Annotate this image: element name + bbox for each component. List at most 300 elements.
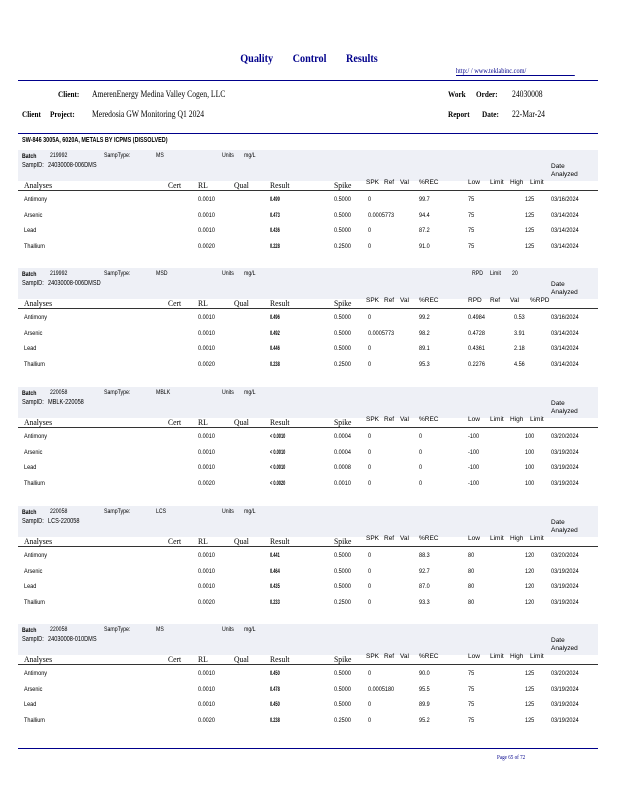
rl-cell: 0.0010 <box>198 211 215 219</box>
rec-cell: 87.0 <box>419 583 430 590</box>
column-header: Limit <box>530 653 544 660</box>
rpd-ref-val-cell: 0.2276 <box>468 360 485 368</box>
date-analyzed-cell: 03/19/2024 <box>551 464 579 471</box>
high-limit-cell: 120 <box>525 583 535 590</box>
high-limit-cell: 125 <box>525 242 535 250</box>
units-label: Units <box>222 389 234 396</box>
rpd-percent-cell: 3.91 <box>514 329 525 337</box>
spike-cell: 0.2500 <box>334 360 351 368</box>
column-header: Result <box>270 536 290 546</box>
column-header: Result <box>270 180 290 190</box>
column-header-rule <box>18 546 598 547</box>
rl-cell: 0.0010 <box>198 345 215 352</box>
rec-cell: 95.3 <box>419 360 430 368</box>
spk-ref-val-cell: 0 <box>368 360 372 368</box>
rec-cell: 0 <box>419 448 423 456</box>
column-header: %REC <box>419 535 439 542</box>
sampid-label: SampID: <box>22 399 44 406</box>
spike-cell: 0.5000 <box>334 552 351 559</box>
date-analyzed-cell: 03/19/2024 <box>551 479 579 487</box>
rl-cell: 0.0010 <box>198 464 215 471</box>
result-cell: 0.492 <box>270 329 280 337</box>
date-analyzed-cell: 03/20/2024 <box>551 433 579 440</box>
column-header: SPK <box>366 535 380 542</box>
low-limit-cell: -100 <box>468 464 480 471</box>
column-header: High <box>510 653 524 660</box>
spk-ref-val-cell: 0 <box>368 464 372 471</box>
result-cell: 0.228 <box>270 242 280 250</box>
column-header-rule <box>18 308 598 309</box>
high-limit-cell: 120 <box>525 598 535 606</box>
analyte-cell: Arsenic <box>24 329 43 337</box>
spike-cell: 0.5000 <box>334 211 351 219</box>
column-header: SPK <box>366 653 380 660</box>
rec-cell: 98.2 <box>419 329 430 337</box>
date-analyzed-header-2: Analyzed <box>551 527 578 534</box>
column-header: Spike <box>334 298 352 308</box>
spike-cell: 0.5000 <box>334 701 351 708</box>
column-header: Analyses <box>24 536 53 546</box>
rec-cell: 90.0 <box>419 670 430 677</box>
high-limit-cell: 100 <box>525 464 535 471</box>
method-title: SW-846 3005A, 6020A, METALS BY ICPMS (DISSOLVED) <box>22 137 168 144</box>
result-cell: 0.478 <box>270 685 280 693</box>
column-header: Analyses <box>24 180 53 190</box>
rec-cell: 87.2 <box>419 227 430 234</box>
samptype-value: MS <box>156 152 164 159</box>
units-label: Units <box>222 270 234 277</box>
samptype-label: SampType: <box>104 626 131 633</box>
spk-ref-val-cell: 0 <box>368 567 372 575</box>
column-header: Qual <box>234 298 249 308</box>
batch-number: 220058 <box>50 626 68 633</box>
client-label: Client: <box>58 89 80 99</box>
samptype-label: SampType: <box>104 508 131 515</box>
rl-cell: 0.0010 <box>198 314 215 321</box>
batch-number: 220058 <box>50 389 68 396</box>
spike-cell: 0.5000 <box>334 227 351 234</box>
rpd-percent-cell: 2.18 <box>514 345 525 352</box>
column-header: Val <box>510 297 519 304</box>
date-analyzed-header-1: Date <box>551 400 565 407</box>
date-analyzed-cell: 03/19/2024 <box>551 567 579 575</box>
column-header-rule <box>18 190 598 191</box>
result-cell: 0.435 <box>270 583 280 590</box>
samptype-label: SampType: <box>104 389 131 396</box>
sampid-label: SampID: <box>22 636 44 643</box>
column-header: Val <box>400 416 409 423</box>
high-limit-cell: 125 <box>525 670 535 677</box>
project-value: Meredosia GW Monitoring Q1 2024 <box>92 109 205 119</box>
client-project-label-1: Client <box>22 109 41 119</box>
column-header: RL <box>198 654 208 664</box>
low-limit-cell: 75 <box>468 196 475 203</box>
spk-ref-val-cell: 0 <box>368 433 372 440</box>
column-header: Ref <box>490 297 501 304</box>
column-header: High <box>510 179 524 186</box>
spike-cell: 0.5000 <box>334 329 351 337</box>
batch-number: 220058 <box>50 508 68 515</box>
report-label: Report <box>448 109 470 119</box>
column-header: SPK <box>366 416 380 423</box>
footer-rule <box>18 748 598 749</box>
column-header: Val <box>400 535 409 542</box>
units-value: mg/L <box>244 508 256 515</box>
spk-ref-val-cell: 0.0005180 <box>368 685 395 693</box>
analyte-cell: Lead <box>24 464 37 471</box>
units-value: mg/L <box>244 389 256 396</box>
column-header: Low <box>468 535 480 542</box>
column-header: Qual <box>234 654 249 664</box>
column-header: %REC <box>419 179 439 186</box>
rpd-ref-val-cell: 0.4728 <box>468 329 485 337</box>
rec-cell: 95.2 <box>419 716 430 724</box>
rec-cell: 0 <box>419 464 423 471</box>
low-limit-cell: 75 <box>468 211 475 219</box>
analyte-cell: Lead <box>24 345 37 352</box>
spk-ref-val-cell: 0 <box>368 716 372 724</box>
column-header: Limit <box>530 535 544 542</box>
sampid-value: LCS-220058 <box>48 518 80 525</box>
date-analyzed-cell: 03/14/2024 <box>551 345 579 352</box>
rl-cell: 0.0010 <box>198 433 215 440</box>
column-header: Val <box>400 179 409 186</box>
limit-label: Limit <box>490 270 501 277</box>
rpd-ref-val-cell: 0.4361 <box>468 345 485 352</box>
rec-cell: 88.3 <box>419 552 430 559</box>
date-analyzed-cell: 03/14/2024 <box>551 360 579 368</box>
column-header: Low <box>468 179 480 186</box>
column-header: Result <box>270 298 290 308</box>
column-header: Ref <box>384 179 395 186</box>
batch-label: Batch <box>22 271 37 278</box>
spike-cell: 0.5000 <box>334 567 351 575</box>
high-limit-cell: 100 <box>525 433 535 440</box>
date-analyzed-cell: 03/20/2024 <box>551 552 579 559</box>
result-cell: 0.450 <box>270 701 280 708</box>
method-rule <box>18 133 598 134</box>
column-header: Spike <box>334 654 352 664</box>
spike-cell: 0.5000 <box>334 670 351 677</box>
column-header: High <box>510 535 524 542</box>
analyte-cell: Lead <box>24 701 37 708</box>
date-analyzed-header-1: Date <box>551 519 565 526</box>
date-analyzed-header-2: Analyzed <box>551 289 578 296</box>
column-header: %REC <box>419 416 439 423</box>
column-header: Low <box>468 653 480 660</box>
column-header: Limit <box>490 535 504 542</box>
report-date-value: 22-Mar-24 <box>512 109 545 119</box>
spk-ref-val-cell: 0 <box>368 242 372 250</box>
date-analyzed-header-1: Date <box>551 637 565 644</box>
result-cell: 0.446 <box>270 345 280 352</box>
spk-ref-val-cell: 0 <box>368 227 372 234</box>
date-analyzed-cell: 03/14/2024 <box>551 211 579 219</box>
column-header: RPD <box>468 297 482 304</box>
column-header: Qual <box>234 417 249 427</box>
rl-cell: 0.0010 <box>198 227 215 234</box>
spk-ref-val-cell: 0 <box>368 479 372 487</box>
rec-cell: 89.1 <box>419 345 430 352</box>
analyte-cell: Thallium <box>24 479 45 487</box>
header-rule-top <box>18 80 598 81</box>
spike-cell: 0.2500 <box>334 716 351 724</box>
date-analyzed-header-2: Analyzed <box>551 171 578 178</box>
high-limit-cell: 125 <box>525 701 535 708</box>
spike-cell: 0.0004 <box>334 433 351 440</box>
rec-cell: 99.2 <box>419 314 430 321</box>
spk-ref-val-cell: 0.0005773 <box>368 211 395 219</box>
column-header: Ref <box>384 297 395 304</box>
column-header: Low <box>468 416 480 423</box>
sampid-label: SampID: <box>22 280 44 287</box>
spike-cell: 0.0004 <box>334 448 351 456</box>
analyte-cell: Thallium <box>24 598 45 606</box>
analyte-cell: Lead <box>24 227 37 234</box>
units-label: Units <box>222 626 234 633</box>
units-value: mg/L <box>244 270 256 277</box>
rl-cell: 0.0020 <box>198 242 215 250</box>
rec-cell: 99.7 <box>419 196 430 203</box>
result-cell: 0.473 <box>270 211 280 219</box>
column-header: Analyses <box>24 417 53 427</box>
spk-ref-val-cell: 0 <box>368 448 372 456</box>
lab-url-link[interactable]: http:/ / www.teklabinc.com/ <box>456 67 575 76</box>
rl-cell: 0.0020 <box>198 360 215 368</box>
high-limit-cell: 125 <box>525 211 535 219</box>
low-limit-cell: 80 <box>468 583 475 590</box>
result-cell: 0.238 <box>270 716 280 724</box>
rpd-percent-cell: 4.56 <box>514 360 525 368</box>
rl-cell: 0.0010 <box>198 552 215 559</box>
result-cell: 0.499 <box>270 196 280 203</box>
spk-ref-val-cell: 0 <box>368 196 372 203</box>
result-cell: 0.238 <box>270 360 280 368</box>
analyte-cell: Thallium <box>24 242 45 250</box>
result-cell: < 0.0010 <box>270 448 286 456</box>
page-number: Page 65 of 72 <box>497 755 526 761</box>
rec-cell: 95.5 <box>419 685 430 693</box>
rl-cell: 0.0010 <box>198 448 215 456</box>
column-header: Ref <box>384 416 395 423</box>
spike-cell: 0.5000 <box>334 314 351 321</box>
date-analyzed-cell: 03/14/2024 <box>551 242 579 250</box>
report-title <box>46 51 571 66</box>
column-header: RL <box>198 180 208 190</box>
rl-cell: 0.0010 <box>198 567 215 575</box>
analyte-cell: Arsenic <box>24 448 43 456</box>
rl-cell: 0.0010 <box>198 685 215 693</box>
spike-cell: 0.5000 <box>334 583 351 590</box>
column-header-rule <box>18 664 598 665</box>
low-limit-cell: -100 <box>468 479 480 487</box>
analyte-cell: Lead <box>24 583 37 590</box>
date-analyzed-cell: 03/19/2024 <box>551 701 579 708</box>
rpd-ref-val-cell: 0.4984 <box>468 314 485 321</box>
work-label: Work <box>448 89 466 99</box>
sampid-value: 24030008-006DMSD <box>48 280 101 287</box>
analyte-cell: Thallium <box>24 360 45 368</box>
result-cell: 0.233 <box>270 598 280 606</box>
date-analyzed-cell: 03/16/2024 <box>551 196 579 203</box>
units-value: mg/L <box>244 152 256 159</box>
rl-cell: 0.0010 <box>198 701 215 708</box>
low-limit-cell: 80 <box>468 552 475 559</box>
date-analyzed-cell: 03/14/2024 <box>551 227 579 234</box>
column-header: Qual <box>234 536 249 546</box>
rec-cell: 0 <box>419 479 423 487</box>
column-header: Ref <box>384 653 395 660</box>
samptype-value: MSD <box>156 270 168 277</box>
spike-cell: 0.0010 <box>334 479 351 487</box>
column-header: Cert <box>168 417 182 427</box>
column-header: Cert <box>168 536 182 546</box>
spk-ref-val-cell: 0 <box>368 552 372 559</box>
spike-cell: 0.2500 <box>334 598 351 606</box>
batch-label: Batch <box>22 153 37 160</box>
column-header: Ref <box>384 535 395 542</box>
high-limit-cell: 125 <box>525 196 535 203</box>
date-analyzed-cell: 03/19/2024 <box>551 685 579 693</box>
column-header: Limit <box>530 179 544 186</box>
sampid-label: SampID: <box>22 162 44 169</box>
result-cell: 0.450 <box>270 670 280 677</box>
column-header: Spike <box>334 536 352 546</box>
date-analyzed-cell: 03/19/2024 <box>551 716 579 724</box>
rec-cell: 91.0 <box>419 242 430 250</box>
sampid-value: 24030008-006DMS <box>48 162 97 169</box>
column-header: RL <box>198 536 208 546</box>
date-analyzed-cell: 03/19/2024 <box>551 598 579 606</box>
rl-cell: 0.0020 <box>198 598 215 606</box>
rec-cell: 0 <box>419 433 423 440</box>
samptype-label: SampType: <box>104 270 131 277</box>
low-limit-cell: -100 <box>468 448 480 456</box>
batch-number: 219992 <box>50 152 68 159</box>
rl-cell: 0.0010 <box>198 670 215 677</box>
samptype-value: LCS <box>156 508 167 515</box>
units-value: mg/L <box>244 626 256 633</box>
samptype-value: MBLK <box>156 389 171 396</box>
high-limit-cell: 120 <box>525 552 535 559</box>
high-limit-cell: 125 <box>525 685 535 693</box>
result-cell: < 0.0020 <box>270 479 286 487</box>
date-analyzed-cell: 03/19/2024 <box>551 583 579 590</box>
low-limit-cell: 75 <box>468 227 475 234</box>
rpd-limit-value: 20 <box>512 270 518 277</box>
spk-ref-val-cell: 0 <box>368 345 372 352</box>
column-header: Limit <box>490 179 504 186</box>
analyte-cell: Antimony <box>24 552 48 559</box>
batch-label: Batch <box>22 627 37 634</box>
column-header: Analyses <box>24 654 53 664</box>
rpd-percent-cell: 0.53 <box>514 314 525 321</box>
title-word-control: Control <box>292 51 327 65</box>
date-analyzed-cell: 03/16/2024 <box>551 314 579 321</box>
samptype-value: MS <box>156 626 164 633</box>
rpd-label: RPD <box>472 270 483 277</box>
column-header: High <box>510 416 524 423</box>
column-header: Cert <box>168 298 182 308</box>
column-header: RL <box>198 417 208 427</box>
rl-cell: 0.0020 <box>198 479 215 487</box>
column-header: Cert <box>168 654 182 664</box>
column-header: Result <box>270 417 290 427</box>
spk-ref-val-cell: 0 <box>368 583 372 590</box>
date-analyzed-cell: 03/20/2024 <box>551 670 579 677</box>
column-header: Limit <box>530 416 544 423</box>
result-cell: 0.436 <box>270 227 280 234</box>
date-analyzed-cell: 03/14/2024 <box>551 329 579 337</box>
spk-ref-val-cell: 0 <box>368 701 372 708</box>
batch-label: Batch <box>22 509 37 516</box>
analyte-cell: Arsenic <box>24 685 43 693</box>
column-header: Analyses <box>24 298 53 308</box>
work-order-value: 24030008 <box>512 89 543 99</box>
column-header: Limit <box>490 416 504 423</box>
column-header: SPK <box>366 297 380 304</box>
high-limit-cell: 100 <box>525 479 535 487</box>
result-cell: 0.441 <box>270 552 280 559</box>
result-cell: < 0.0010 <box>270 464 286 471</box>
units-label: Units <box>222 152 234 159</box>
spike-cell: 0.5000 <box>334 196 351 203</box>
rec-cell: 94.4 <box>419 211 430 219</box>
date-analyzed-header-2: Analyzed <box>551 408 578 415</box>
units-label: Units <box>222 508 234 515</box>
spk-ref-val-cell: 0 <box>368 670 372 677</box>
result-cell: < 0.0010 <box>270 433 286 440</box>
low-limit-cell: 80 <box>468 567 475 575</box>
column-header: Limit <box>490 653 504 660</box>
date-analyzed-cell: 03/19/2024 <box>551 448 579 456</box>
column-header: %REC <box>419 297 439 304</box>
title-word-quality: Quality <box>240 51 274 65</box>
low-limit-cell: 75 <box>468 716 475 724</box>
date-analyzed-header-1: Date <box>551 281 565 288</box>
column-header: Cert <box>168 180 182 190</box>
date-analyzed-header-2: Analyzed <box>551 645 578 652</box>
batch-number: 219992 <box>50 270 68 277</box>
analyte-cell: Arsenic <box>24 567 43 575</box>
column-header: SPK <box>366 179 380 186</box>
rec-cell: 93.3 <box>419 598 430 606</box>
low-limit-cell: -100 <box>468 433 480 440</box>
result-cell: 0.464 <box>270 567 280 575</box>
date-label: Date: <box>482 109 499 119</box>
analyte-cell: Arsenic <box>24 211 43 219</box>
low-limit-cell: 75 <box>468 670 475 677</box>
column-header: RL <box>198 298 208 308</box>
analyte-cell: Antimony <box>24 670 48 677</box>
spike-cell: 0.0008 <box>334 464 351 471</box>
high-limit-cell: 120 <box>525 567 535 575</box>
rec-cell: 92.7 <box>419 567 430 575</box>
spike-cell: 0.2500 <box>334 242 351 250</box>
sampid-value: 24030008-010DMS <box>48 636 97 643</box>
column-header: Qual <box>234 180 249 190</box>
rl-cell: 0.0010 <box>198 196 215 203</box>
client-project-label-2: Project: <box>50 109 75 119</box>
low-limit-cell: 75 <box>468 242 475 250</box>
spike-cell: 0.5000 <box>334 345 351 352</box>
samptype-label: SampType: <box>104 152 131 159</box>
analyte-cell: Antimony <box>24 196 48 203</box>
sampid-value: MBLK-220058 <box>48 399 84 406</box>
low-limit-cell: 75 <box>468 685 475 693</box>
result-cell: 0.496 <box>270 314 280 321</box>
analyte-cell: Thallium <box>24 716 45 724</box>
